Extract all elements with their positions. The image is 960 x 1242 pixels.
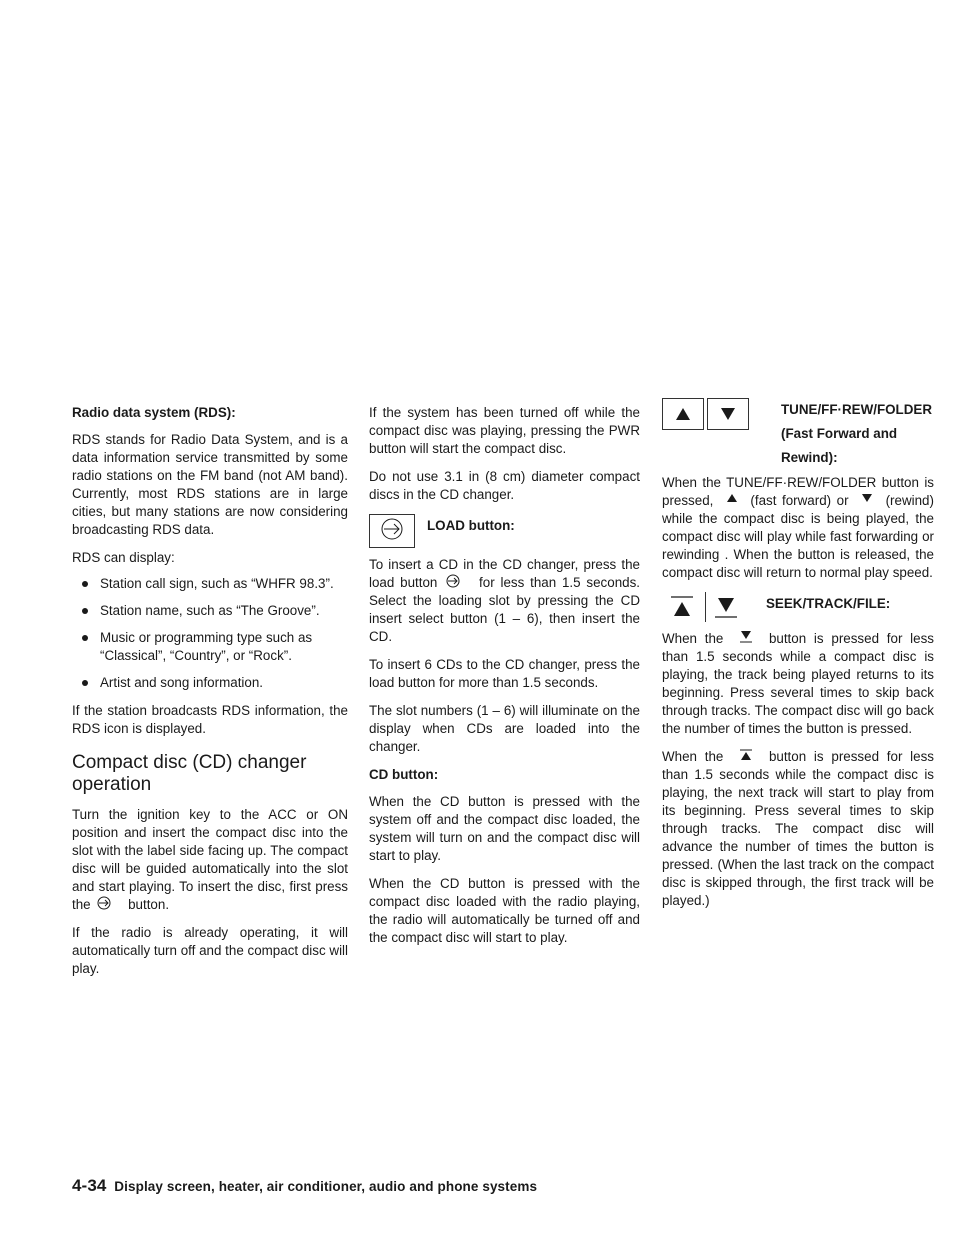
section-title: Display screen, heater, air conditioner, audio and phone systems [114,1179,538,1194]
rds-paragraph-2: If the station broadcasts RDS information, the RDS icon is displayed. [72,703,348,736]
col2-paragraph-4: To insert 6 CDs to the CD changer, press the load button for more than 1.5 seconds. [369,657,640,690]
load-button-label: LOAD button: [427,518,515,533]
seek-down-icon [731,630,761,644]
col2-p3-text-b: for less than 1.5 seconds. Select the loading slot by pressing the CD insert select button (1 – 6), then insert the CD. [369,575,640,644]
load-icon [94,896,124,910]
triangle-up-icon [662,398,704,430]
seek-button-row [662,592,934,622]
col3-p1-text-c: (rewind) while the compact disc is being played, the compact disc will play while fast forwarding or rewinding . When the button is released, the compact disc will return to normal play speed. [662,493,934,580]
list-item: Station call sign, such as “WHFR 98.3”. [72,575,348,593]
col3-p3-text-a: When the [662,749,724,764]
cd-paragraph-2: If the radio is already operating, it will automatically turn off and the compact disc will play. [72,925,348,976]
col3-paragraph-2 [662,630,934,738]
col2-p3-text-a: To insert a CD in the CD changer, press the load button [369,557,640,590]
rds-can-display: RDS can display: [72,550,175,565]
tune-label-line-1: TUNE/FF·REW/FOLDER [781,402,932,417]
load-icon [377,517,407,546]
tune-label-line-2: (Fast Forward and [781,426,898,441]
column-3 [662,396,934,920]
list-item: Station name, such as “The Groove”. [72,602,348,620]
col2-paragraph-1: If the system has been turned off while the compact disc was playing, pressing the PWR button will start the compact disc. [369,405,640,456]
tune-label-line-3: Rewind): [781,450,838,465]
col2-paragraph-6: When the CD button is pressed with the system off and the compact disc loaded, the system will turn on and the compact disc will start to play. [369,794,640,863]
seek-up-icon [731,748,761,762]
col3-p3-text-b: button is pressed for less than 1.5 seconds while the compact disc is playing, the next track will start to play from its beginning. Press several times to skip through tracks. The compact disc will advance the number of times the button is pressed. (When the last track on the compact disc is skipped through, the first track will be played.) [662,749,934,908]
seek-button-illustration [662,592,746,622]
col2-paragraph-2: Do not use 3.1 in (8 cm) diameter compact discs in the CD changer. [369,469,640,502]
seek-button-label: SEEK/TRACK/FILE: [766,596,891,611]
cd-changer-heading: Compact disc (CD) changer operation [72,752,307,795]
tune-button-illustration [662,398,749,430]
tune-button-row [662,398,934,470]
load-icon [443,574,473,588]
page-number: 4-34 [72,1176,107,1195]
col2-paragraph-7: When the CD button is pressed with the compact disc loaded with the radio playing, the radio will automatically be turned off and the compact disc will start to play. [369,876,640,945]
tune-button-label [781,398,932,470]
rds-paragraph-1: RDS stands for Radio Data System, and is a data information service transmitted by some radio stations on the FM band (not AM band). Currently, most RDS stations are in large cities, but many stations are now considering broadcasting RDS data. [72,432,348,537]
col3-paragraph-3 [662,748,934,910]
column-1 [72,404,348,988]
cd-paragraph-1 [72,806,348,914]
page-footer [72,1177,537,1196]
col2-paragraph-5: The slot numbers (1 – 6) will illuminate on the display when CDs are loaded into the changer. [369,703,640,754]
triangle-down-icon [707,398,749,430]
col3-p1-text-b: (fast forward) or [750,493,849,508]
col3-p2-text-a: When the [662,631,724,646]
seek-up-icon [662,592,702,622]
cd-p1-text-a: Turn the ignition key to the ACC or ON position and insert the compact disc into the slot with the label side facing up. The compact disc will be guided automatically into the slot and start playing. To insert the disc, first press the [72,807,348,912]
col3-p2-text-b: button is pressed for less than 1.5 seconds while a compact disc is playing, the track being played returns to its beginning. Press several times to skip back through tracks. The compact disc will go back the number of times the button is pressed. [662,631,934,736]
triangle-down-icon [854,492,880,506]
cd-p1-text-b: button. [128,897,170,912]
triangle-up-icon [719,492,745,506]
list-item: Music or programming type such as “Classical”, “Country”, or “Rock”. [72,629,348,665]
rds-heading: Radio data system (RDS): [72,405,236,420]
load-button-illustration [369,514,415,548]
col3-paragraph-1 [662,474,934,582]
list-item: Artist and song information. [72,674,348,692]
cd-button-heading: CD button: [369,767,439,782]
col3-p1-text-a: When the TUNE/FF·REW/FOLDER button is pressed, [662,475,934,508]
rds-list [72,575,348,692]
col2-paragraph-3 [369,556,640,646]
column-2 [369,404,640,957]
seek-down-icon [705,592,746,622]
load-button-row [369,514,640,548]
